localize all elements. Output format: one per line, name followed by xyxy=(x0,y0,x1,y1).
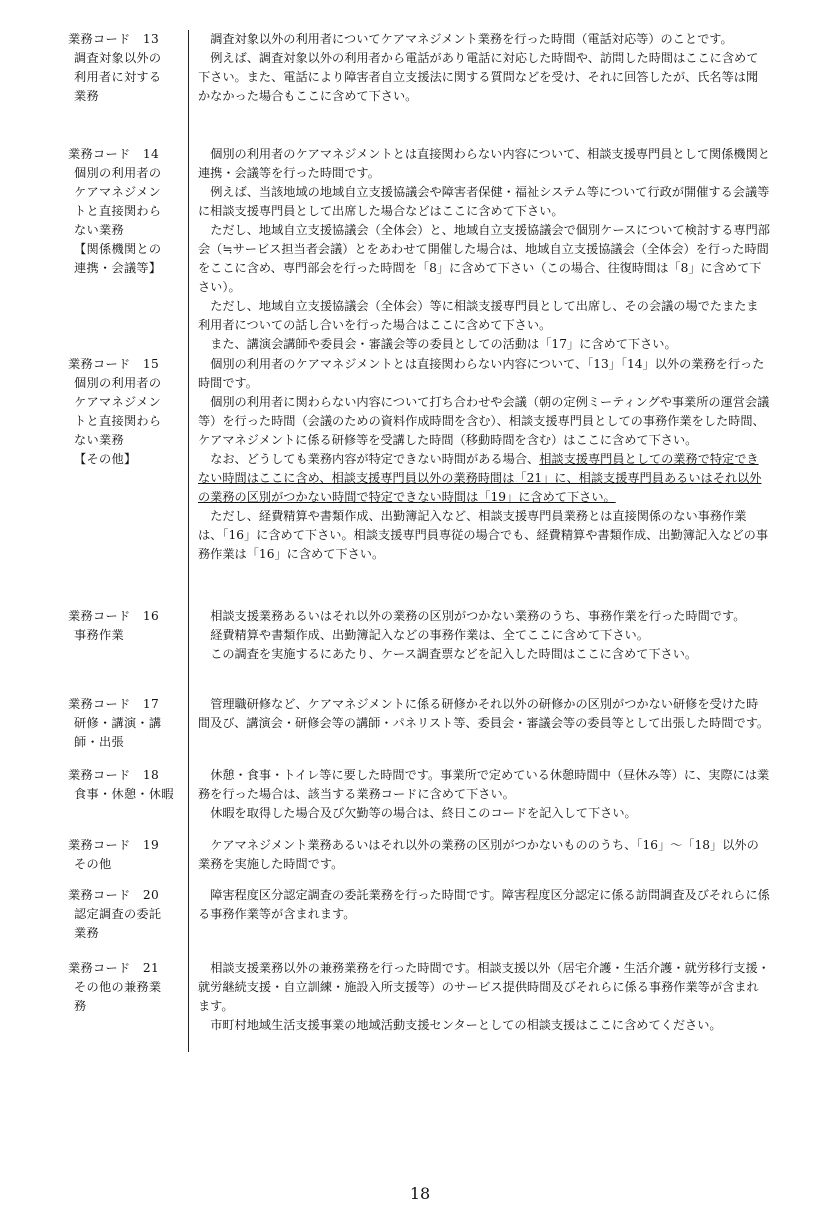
paragraph: ただし、地域自立支援協議会（全体会）等に相談支援専門員として出席し、その会議の場でたまたま利用者についての話し合いを行った場合はここに含めて下さい。 xyxy=(198,299,759,332)
code-subtitle: ケアマネジメン xyxy=(74,185,162,199)
code-subtitle: トと直接関わら xyxy=(74,414,162,428)
entry-description xyxy=(198,766,770,823)
entry-label xyxy=(64,836,182,874)
code-subtitle: 個別の利用者の xyxy=(74,166,162,180)
code-subtitle: 認定調査の委託 xyxy=(74,907,162,921)
code-subtitle: 調査対象以外の xyxy=(74,51,162,65)
paragraph-text: なお、どうしても業務内容が特定できない時間がある場合、 xyxy=(210,452,540,466)
paragraph: 管理職研修など、ケアマネジメントに係る研修かそれ以外の研修かの区別がつかない研修を受けた時間及び、講演会・研修会等の講師・パネリスト等、委員会・審議会等の委員等として出張した時間です。 xyxy=(198,697,770,730)
paragraph: 休暇を取得した場合及び欠勤等の場合は、終日このコードを記入して下さい。 xyxy=(210,806,637,820)
code-subtitle: 業務 xyxy=(74,926,99,940)
code-subtitle: 食事・休憩・休暇 xyxy=(74,787,174,801)
paragraph: 個別の利用者のケアマネジメントとは直接関わらない内容について、「13」「14」以外の業務を行った時間です。 xyxy=(198,357,765,390)
entry-label xyxy=(64,30,182,106)
paragraph: ただし、経費精算や書類作成、出勤簿記入など、相談支援専門員業務とは直接関係のない事務作業は、「16」に含めて下さい。相談支援専門員専従の場合でも、経費精算や書類作成、出勤簿記入などの事務作業は「16」に含めて下さい。 xyxy=(198,509,769,561)
entry-label xyxy=(64,695,182,752)
code-title: 業務コード 14 xyxy=(68,147,160,161)
underlined-text: 相談支援専門員としての業務で特定できない時間はここに含め、相談支援専門員以外の業務時間は「21」に、相談支援専門員あるいはそれ以外の業務の区別がつかない時間で特定できない時間は「19」に含めて下さい。 xyxy=(198,452,762,504)
paragraph: 例えば、調査対象以外の利用者から電話があり電話に対応した時間や、訪問した時間はここに含めて下さい。また、電話により障害者自立支援法に関する質問などを受け、それに回答したが、氏名等は聞かなかった場合もここに含めて下さい。 xyxy=(198,51,759,103)
paragraph: 経費精算や書類作成、出勤簿記入などの事務作業は、全てここに含めて下さい。 xyxy=(210,628,649,642)
code-title: 業務コード 15 xyxy=(68,357,160,371)
paragraph xyxy=(198,450,770,507)
code-subtitle: トと直接関わら xyxy=(74,204,162,218)
code-title: 業務コード 19 xyxy=(68,838,160,852)
code-subtitle: 利用者に対する xyxy=(74,70,162,84)
code-title: 業務コード 16 xyxy=(68,609,160,623)
paragraph: 例えば、当該地域の地域自立支援協議会や障害者保健・福祉システム等について行政が開催する会議等に相談支援専門員として出席した場合などはここに含めて下さい。 xyxy=(198,185,770,218)
paragraph: ただし、地域自立支援協議会（全体会）と、地域自立支援協議会で個別ケースについて検討する専門部会（≒サービス担当者会議）とをあわせて開催した場合は、地域自立支援協議会（全体会）を行った時間をここに含め、専門部会を行った時間を「8」に含めて下さい（この場合、往復時間は「8」に含めて下さい）。 xyxy=(198,223,770,294)
paragraph: この調査を実施するにあたり、ケース調査票などを記入した時間はここに含めて下さい。 xyxy=(210,647,698,661)
entry-description xyxy=(198,607,770,664)
paragraph: 相談支援業務以外の兼務業務を行った時間です。相談支援以外（居宅介護・生活介護・就労移行支援・就労継続支援・自立訓練・施設入所支援等）のサービス提供時間及びそれらに係る事務作業等が含まれます。 xyxy=(198,961,770,1013)
entry-label xyxy=(64,766,182,804)
entry-description xyxy=(198,959,770,1035)
code-title: 業務コード 21 xyxy=(68,961,160,975)
code-title: 業務コード 17 xyxy=(68,697,160,711)
code-subtitle: 個別の利用者の xyxy=(74,376,162,390)
code-subtitle: 連携・会議等】 xyxy=(74,261,162,275)
code-subtitle: 【その他】 xyxy=(74,452,137,466)
code-subtitle: ケアマネジメン xyxy=(74,395,162,409)
entry-description xyxy=(198,836,770,874)
code-subtitle: 【関係機関との xyxy=(74,242,162,256)
code-subtitle: 業務 xyxy=(74,89,99,103)
paragraph: 個別の利用者に関わらない内容について打ち合わせや会議（朝の定例ミーティングや事業所の運営会議等）を行った時間（会議のための資料作成時間を含む）、相談支援専門員としての事務作業をした時間、ケアマネジメントに係る研修等を受講した時間（移動時間を含む）はここに含めて下さい。 xyxy=(198,395,770,447)
entry-description xyxy=(198,30,770,106)
code-subtitle: その他の兼務業 xyxy=(74,980,162,994)
entry-description xyxy=(198,886,770,924)
paragraph: ケアマネジメント業務あるいはそれ以外の業務の区別がつかないもののうち、「16」～「18」以外の業務を実施した時間です。 xyxy=(198,838,759,871)
code-subtitle: その他 xyxy=(74,857,112,871)
paragraph: 相談支援業務あるいはそれ以外の業務の区別がつかない業務のうち、事務作業を行った時間です。 xyxy=(210,609,746,623)
code-title: 業務コード 18 xyxy=(68,768,160,782)
paragraph: 障害程度区分認定調査の委託業務を行った時間です。障害程度区分認定に係る訪問調査及びそれらに係る事務作業等が含まれます。 xyxy=(198,888,770,921)
entry-label xyxy=(64,145,182,278)
entry-label xyxy=(64,355,182,469)
code-subtitle: 研修・講演・講 xyxy=(74,716,162,730)
paragraph: 休憩・食事・トイレ等に要した時間です。事業所で定めている休憩時間中（昼休み等）に、実際には業務を行った場合は、該当する業務コードに含めて下さい。 xyxy=(198,768,770,801)
code-subtitle: 師・出張 xyxy=(74,735,124,749)
entry-description xyxy=(198,355,770,564)
code-title: 業務コード 13 xyxy=(68,32,160,46)
entry-description xyxy=(198,145,770,354)
code-subtitle: ない業務 xyxy=(74,433,124,447)
paragraph: 個別の利用者のケアマネジメントとは直接関わらない内容について、相談支援専門員として関係機関と連携・会議等を行った時間です。 xyxy=(198,147,770,180)
code-subtitle: ない業務 xyxy=(74,223,124,237)
entry-label xyxy=(64,607,182,645)
code-title: 業務コード 20 xyxy=(68,888,160,902)
paragraph: 調査対象以外の利用者についてケアマネジメント業務を行った時間（電話対応等）のことです。 xyxy=(210,32,733,46)
entry-label xyxy=(64,959,182,1016)
entry-description xyxy=(198,695,770,733)
paragraph: また、講演会講師や委員会・審議会等の委員としての活動は「17」に含めて下さい。 xyxy=(210,337,677,351)
code-subtitle: 務 xyxy=(74,999,87,1013)
code-subtitle: 事務作業 xyxy=(74,628,124,642)
paragraph: 市町村地域生活支援事業の地域活動支援センターとしての相談支援はここに含めてください。 xyxy=(210,1018,722,1032)
column-divider xyxy=(188,30,189,1052)
page-number: 18 xyxy=(409,1184,431,1203)
entry-label xyxy=(64,886,182,943)
